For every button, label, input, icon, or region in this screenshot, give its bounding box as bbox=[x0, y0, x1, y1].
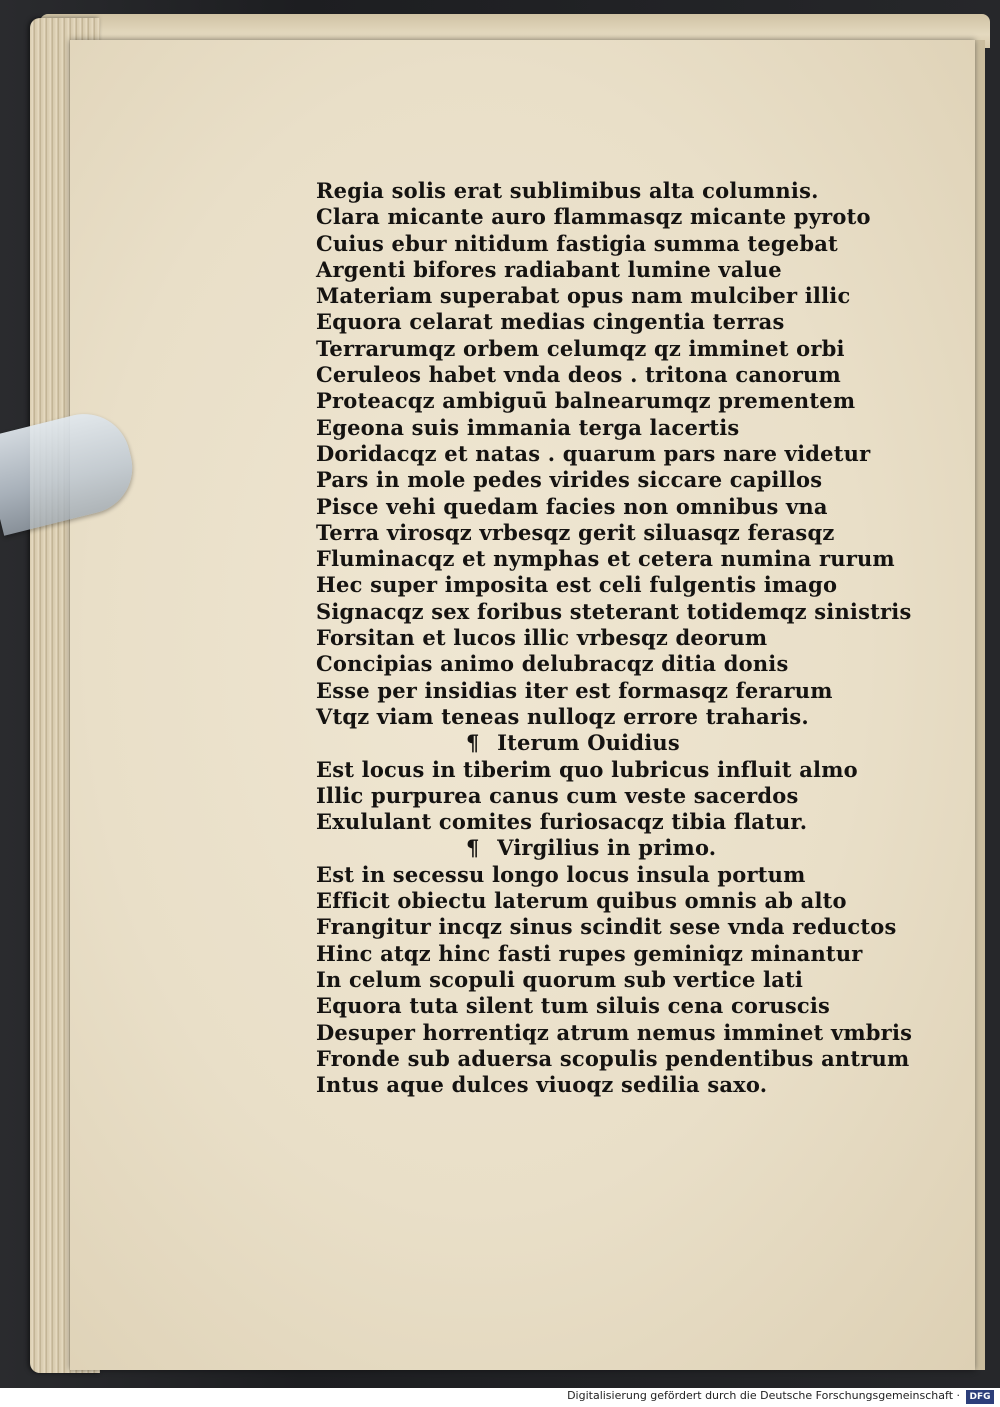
verse-line: Equora tuta silent tum siluis cena coruscis bbox=[316, 993, 831, 1019]
verse-line: Terrarumqz orbem celumqz qz imminet orbi bbox=[316, 335, 845, 361]
verse-line: Proteacqz ambiguū balnearumqz prementem bbox=[316, 388, 856, 414]
verse-line: Hec super imposita est celi fulgentis imago bbox=[316, 572, 838, 598]
verse-line: Est locus in tiberim quo lubricus influit almo bbox=[316, 756, 858, 782]
verse-line: Fronde sub aduersa scopulis pendentibus antrum bbox=[316, 1045, 910, 1071]
verse-line: Est in secessu longo locus insula portum bbox=[316, 861, 806, 887]
verse-line: Pisce vehi quedam facies non omnibus vna bbox=[316, 493, 828, 519]
verse-line: Exululant comites furiosacqz tibia flatur. bbox=[316, 809, 808, 835]
verse-line: Esse per insidias iter est formasqz ferarum bbox=[316, 677, 833, 703]
verse-line: Hinc atqz hinc fasti rupes geminiqz minantur bbox=[316, 940, 863, 966]
verse-line: Vtqz viam teneas nulloqz errore traharis. bbox=[316, 703, 809, 729]
verse-line: Illic purpurea canus cum veste sacerdos bbox=[316, 782, 799, 808]
verse-line: Forsitan et lucos illic vrbesqz deorum bbox=[316, 625, 768, 651]
verse-text-block bbox=[316, 178, 913, 1098]
verse-line: Intus aque dulces viuoqz sedilia saxo. bbox=[316, 1072, 768, 1098]
verse-line: In celum scopuli quorum sub vertice lati bbox=[316, 966, 804, 992]
verse-line: Pars in mole pedes virides siccare capillos bbox=[316, 467, 823, 493]
heading-text: Iterum Ouidius bbox=[497, 730, 680, 756]
verse-line: Egeona suis immania terga lacertis bbox=[316, 414, 740, 440]
verse-line: Desuper horrentiqz atrum nemus imminet vmbris bbox=[316, 1019, 913, 1045]
stanza-1 bbox=[316, 178, 912, 730]
dfg-logo: DFG bbox=[966, 1390, 994, 1404]
pilcrow-mark: ¶ bbox=[466, 835, 480, 861]
heading-text: Virgilius in primo. bbox=[497, 835, 717, 861]
verse-line: Efficit obiectu laterum quibus omnis ab alto bbox=[316, 888, 847, 914]
verse-line: Argenti bifores radiabant lumine value bbox=[316, 256, 782, 282]
verse-line: Signacqz sex foribus steterant totidemqz sinistris bbox=[316, 598, 912, 624]
verse-line: Equora celarat medias cingentia terras bbox=[316, 309, 785, 335]
verse-line: Cuius ebur nitidum fastigia summa tegebat bbox=[316, 230, 838, 256]
section-heading-2 bbox=[316, 835, 886, 861]
verse-line: Materiam superabat opus nam mulciber illic bbox=[316, 283, 851, 309]
verse-line: Terra virosqz vrbesqz gerit siluasqz ferasqz bbox=[316, 519, 835, 545]
verse-line: Frangitur incqz sinus scindit sese vnda reductos bbox=[316, 914, 897, 940]
stanza-2 bbox=[316, 757, 886, 836]
section-heading-1 bbox=[316, 730, 886, 756]
verse-line: Clara micante auro flammasqz micante pyroto bbox=[316, 204, 871, 230]
verse-line: Ceruleos habet vnda deos . tritona canorum bbox=[316, 362, 841, 388]
digitization-credit: Digitalisierung gefördert durch die Deutsche Forschungsgemeinschaft · bbox=[567, 1389, 960, 1402]
verse-line: Doridacqz et natas . quarum pars nare videtur bbox=[316, 440, 871, 466]
verse-line: Concipias animo delubracqz ditia donis bbox=[316, 651, 789, 677]
stanza-3 bbox=[316, 861, 913, 1099]
verse-line: Regia solis erat sublimibus alta columnis. bbox=[316, 178, 819, 203]
pilcrow-mark: ¶ bbox=[466, 730, 480, 756]
verse-line: Fluminacqz et nymphas et cetera numina rurum bbox=[316, 546, 895, 572]
